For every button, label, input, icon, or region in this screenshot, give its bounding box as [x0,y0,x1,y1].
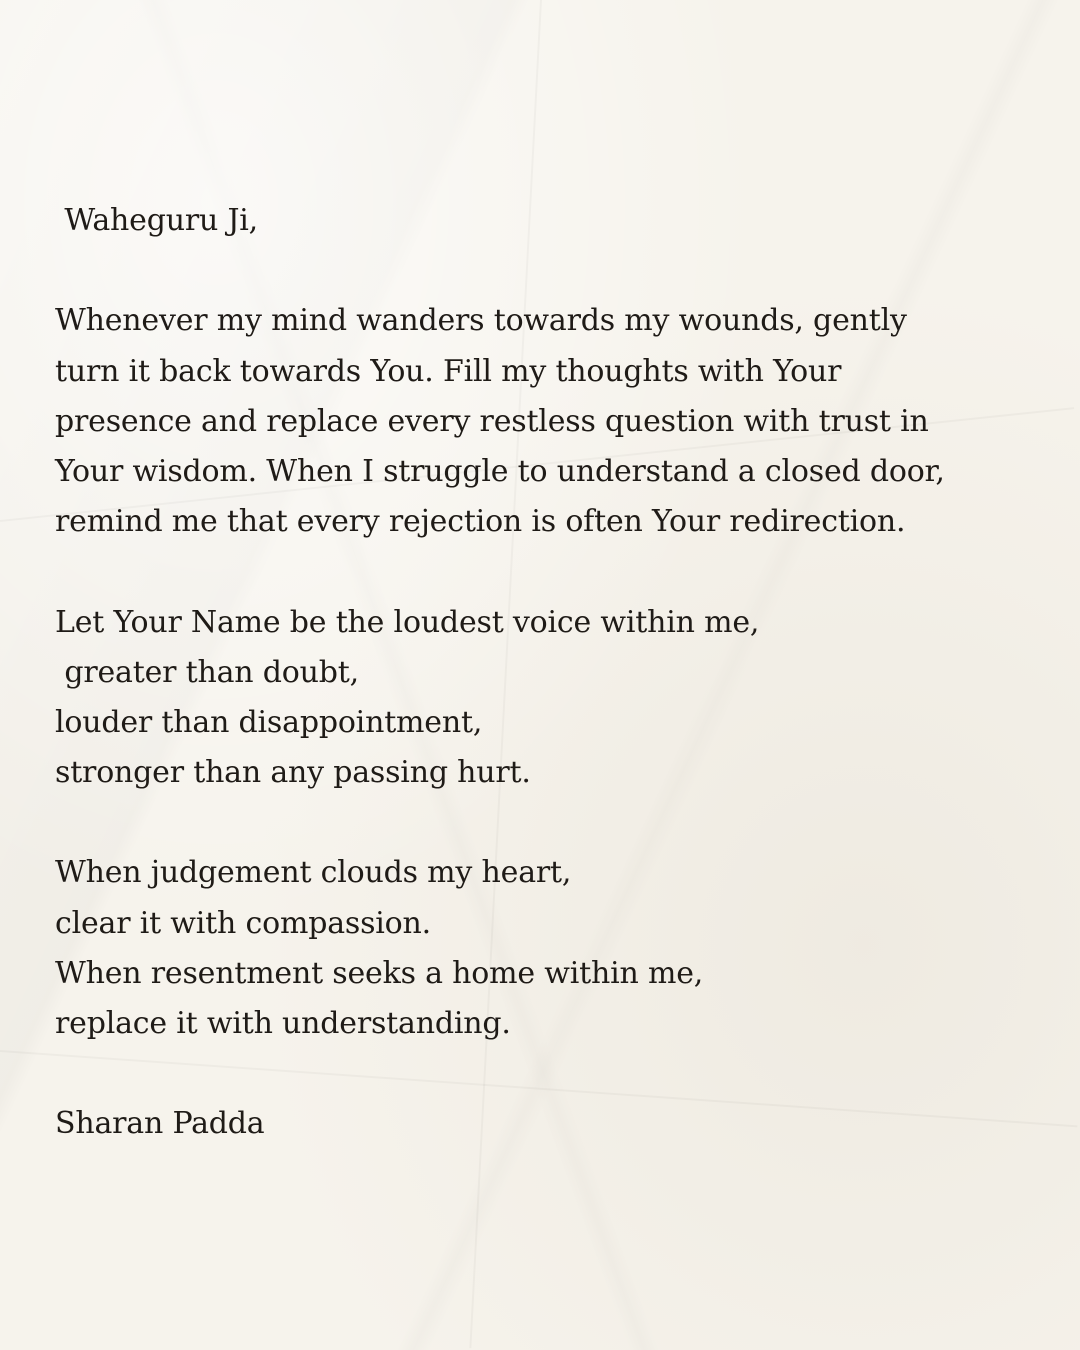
text-line: turn it back towards You. Fill my thoughts with Your [55,353,842,389]
letter-greeting: Waheguru Ji, [55,203,259,238]
paragraph-spacer [55,547,1045,597]
text-line: greater than doubt, [55,654,359,690]
text-line: clear it with compassion. [55,905,431,941]
text-line: replace it with understanding. [55,1006,511,1041]
text-line: louder than disappointment, [55,704,483,740]
text-line: stronger than any passing hurt. [55,755,531,791]
paragraph-2 [55,598,1045,799]
text-line: When resentment seeks a home within me, [55,955,704,991]
text-line: Whenever my mind wanders towards my wounds, gently [55,303,907,339]
text-line: When judgement clouds my heart, [55,855,572,891]
text-line: presence and replace every restless question with trust in [55,403,929,439]
text-line: Your wisdom. When I struggle to understand a closed door, [55,453,945,489]
letter-body [55,196,1045,1150]
text-line: remind me that every rejection is often Your redirection. [55,504,906,540]
paragraph-3 [55,848,1045,1049]
paragraph-spacer [55,246,1045,296]
paragraph-1 [55,296,1045,547]
paragraph-spacer [55,798,1045,848]
text-line: Let Your Name be the loudest voice within me, [55,604,760,640]
letter-signature: Sharan Padda [55,1106,265,1142]
paragraph-spacer [55,1049,1045,1099]
